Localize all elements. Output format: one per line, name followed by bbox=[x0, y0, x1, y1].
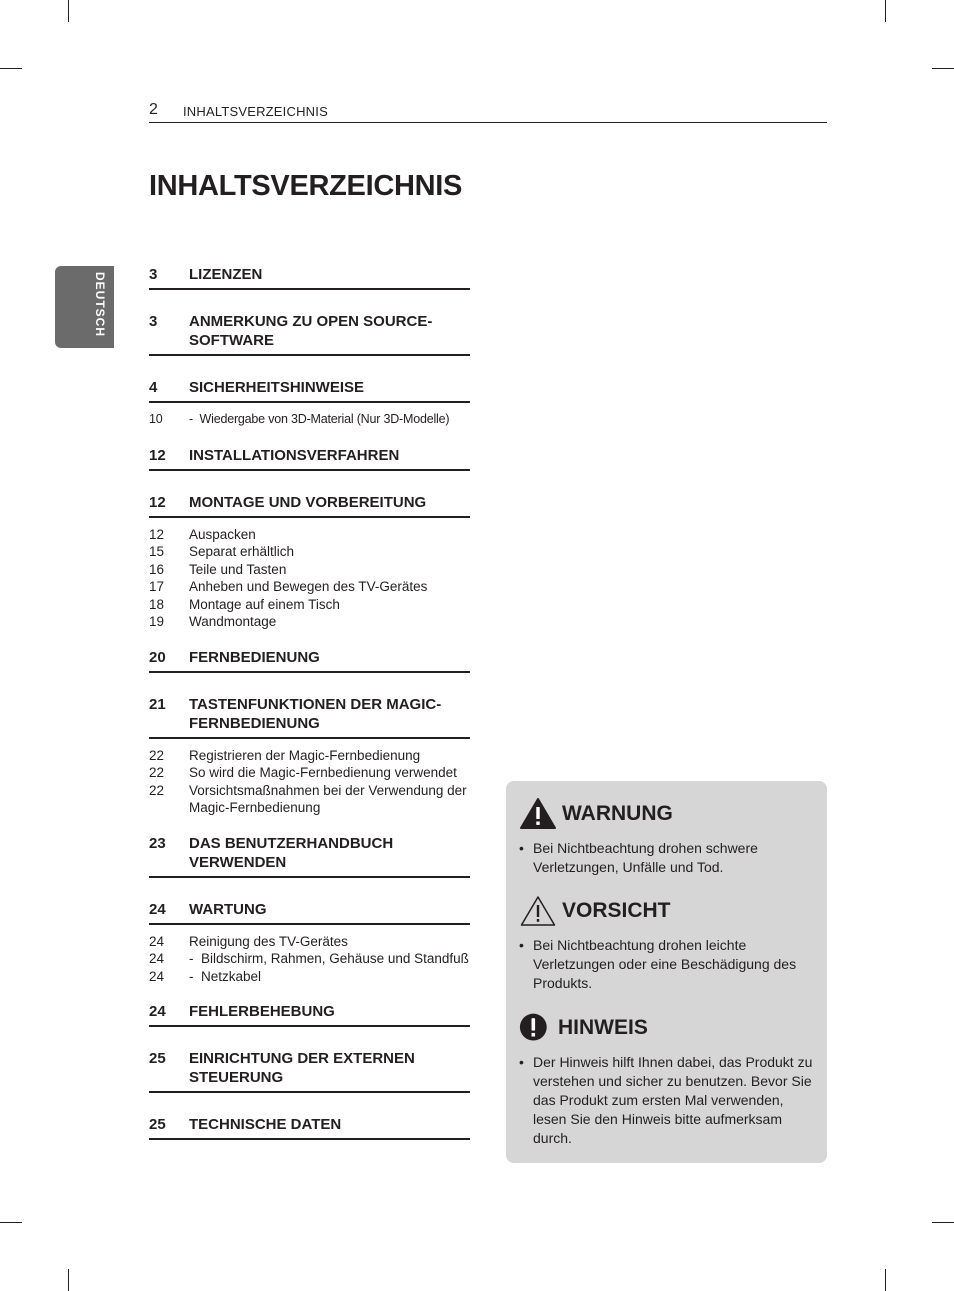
toc-page-number: 4 bbox=[149, 379, 158, 396]
caution-text-content: Bei Nichtbeachtung drohen leichte Verletzungen oder eine Beschädigung des Produkts. bbox=[533, 937, 797, 991]
toc-section bbox=[149, 648, 470, 673]
toc-page-number: 25 bbox=[149, 1050, 166, 1067]
toc-section bbox=[149, 1115, 470, 1140]
toc-section-title: FEHLERBEHEBUNG bbox=[189, 1003, 335, 1020]
toc-subentry-page: 22 bbox=[149, 782, 165, 798]
toc-subentry-title: Teile und Tasten bbox=[189, 561, 287, 577]
warning-title: WARNUNG bbox=[562, 802, 673, 825]
bullet: • bbox=[519, 840, 524, 856]
toc-section-heading bbox=[149, 695, 470, 739]
toc-subentry bbox=[149, 613, 470, 631]
warning-text bbox=[519, 839, 817, 877]
toc-subentry bbox=[149, 782, 470, 817]
crop-mark bbox=[0, 1222, 22, 1223]
toc-subentry bbox=[149, 968, 470, 986]
crop-mark bbox=[68, 1269, 69, 1291]
toc-subentry-title bbox=[189, 411, 470, 429]
caution-block bbox=[519, 894, 817, 993]
toc-section bbox=[149, 265, 470, 290]
toc-section-heading bbox=[149, 648, 470, 673]
toc-page-number: 20 bbox=[149, 648, 166, 666]
toc-section bbox=[149, 695, 470, 823]
toc-section-title: MONTAGE UND VORBEREITUNG bbox=[189, 493, 427, 511]
running-title: INHALTSVERZEICHNIS bbox=[183, 104, 328, 119]
page-title: INHALTSVERZEICHNIS bbox=[149, 170, 463, 202]
toc-page-number: 12 bbox=[149, 493, 166, 511]
toc-subentry bbox=[149, 747, 470, 765]
toc-subentry bbox=[149, 578, 470, 596]
toc-section-title: LIZENZEN bbox=[189, 266, 263, 283]
warning-filled-icon bbox=[519, 797, 557, 831]
toc-subentry-page: 18 bbox=[149, 596, 165, 612]
toc-section bbox=[149, 493, 470, 637]
toc-page-number: 25 bbox=[149, 1116, 166, 1133]
toc-subentry-title: Reinigung des TV-Gerätes bbox=[189, 933, 348, 949]
crop-mark bbox=[885, 0, 886, 22]
toc-section-title: WARTUNG bbox=[189, 900, 267, 918]
toc-subentry-text: Netzkabel bbox=[201, 968, 262, 984]
dash-marker: - bbox=[189, 412, 200, 426]
page-header bbox=[149, 101, 827, 123]
toc-subentry bbox=[149, 596, 470, 614]
warning-block bbox=[519, 797, 817, 877]
toc-section-heading bbox=[149, 900, 470, 925]
toc-subentry bbox=[149, 950, 470, 968]
toc-section bbox=[149, 312, 470, 356]
toc-section-heading bbox=[149, 834, 470, 878]
warning-outline-icon bbox=[519, 894, 557, 928]
toc-subentry-page: 17 bbox=[149, 579, 165, 594]
toc-subentry-title: Montage auf einem Tisch bbox=[189, 596, 340, 612]
bullet: • bbox=[519, 937, 524, 953]
toc-section bbox=[149, 1049, 470, 1093]
page-number: 2 bbox=[149, 101, 158, 118]
toc-subentry-page: 15 bbox=[149, 544, 165, 559]
toc-subentry-page: 16 bbox=[149, 561, 165, 577]
toc-page-number: 3 bbox=[149, 266, 158, 283]
toc-subentry-title bbox=[189, 968, 470, 986]
table-of-contents bbox=[149, 265, 470, 1162]
toc-subentry-title: Separat erhältlich bbox=[189, 544, 295, 559]
toc-subentry-page: 12 bbox=[149, 526, 165, 542]
crop-mark bbox=[0, 68, 22, 69]
note-title: HINWEIS bbox=[558, 1016, 648, 1039]
toc-page-number: 23 bbox=[149, 834, 166, 852]
toc-section-title: TASTENFUNKTIONEN DER MAGIC-FERNBEDIENUNG bbox=[189, 695, 442, 732]
language-tab bbox=[55, 266, 114, 348]
warning-text-content: Bei Nichtbeachtung drohen schwere Verletzungen, Unfälle und Tod. bbox=[533, 840, 758, 875]
toc-section-title: DAS BENUTZERHANDBUCH VERWENDEN bbox=[189, 834, 394, 871]
toc-section-title: ANMERKUNG ZU OPEN SOURCE-SOFTWARE bbox=[189, 313, 433, 349]
toc-section-heading bbox=[149, 446, 470, 471]
toc-subentry bbox=[149, 526, 470, 544]
note-text-content: Der Hinweis hilft Ihnen dabei, das Produkt zu verstehen und sicher zu benutzen. Bevor Sie das Produkt zum ersten Mal verwenden, lesen Sie den Hinweis bitte aufmerksam durch. bbox=[533, 1054, 813, 1146]
crop-mark bbox=[932, 1222, 954, 1223]
notes-box bbox=[506, 781, 827, 1163]
toc-section-heading bbox=[149, 312, 470, 356]
toc-subentries bbox=[149, 518, 470, 637]
toc-subentries bbox=[149, 739, 470, 823]
toc-page-number: 24 bbox=[149, 900, 166, 918]
toc-subentry-title: Wandmontage bbox=[189, 614, 277, 629]
toc-subentry-page: 24 bbox=[149, 968, 165, 984]
toc-subentry-page: 22 bbox=[149, 765, 165, 780]
toc-subentry-page: 24 bbox=[149, 933, 165, 949]
toc-section-heading bbox=[149, 1115, 470, 1140]
toc-page-number: 3 bbox=[149, 313, 158, 330]
dash-marker: - bbox=[189, 951, 201, 966]
toc-subentry bbox=[149, 933, 470, 951]
toc-subentry-title: Registrieren der Magic-Fernbedienung bbox=[189, 747, 421, 763]
caution-text bbox=[519, 936, 817, 993]
toc-subentry-title: Auspacken bbox=[189, 526, 256, 542]
caution-title: VORSICHT bbox=[562, 899, 671, 922]
toc-subentry-title: Anheben und Bewegen des TV-Gerätes bbox=[189, 579, 428, 594]
bullet: • bbox=[519, 1054, 524, 1070]
toc-section bbox=[149, 900, 470, 992]
toc-subentry-text: Bildschirm, Rahmen, Gehäuse und Standfuß bbox=[201, 951, 469, 966]
toc-subentry-text: Wiedergabe von 3D-Material (Nur 3D-Modelle) bbox=[199, 412, 450, 426]
crop-mark bbox=[68, 0, 69, 22]
toc-subentry-page: 19 bbox=[149, 614, 165, 629]
toc-section-heading bbox=[149, 378, 470, 403]
toc-subentry-title: So wird die Magic-Fernbedienung verwendet bbox=[189, 765, 457, 780]
toc-subentry bbox=[149, 411, 470, 429]
toc-page-number: 12 bbox=[149, 446, 166, 464]
toc-section-heading bbox=[149, 493, 470, 518]
toc-subentry bbox=[149, 764, 470, 782]
toc-section-title: INSTALLATIONSVERFAHREN bbox=[189, 446, 400, 464]
toc-subentry-page: 10 bbox=[149, 412, 163, 426]
toc-section bbox=[149, 834, 470, 878]
toc-section bbox=[149, 378, 470, 435]
toc-section-title: SICHERHEITSHINWEISE bbox=[189, 379, 365, 396]
toc-section bbox=[149, 1002, 470, 1027]
toc-section-title: FERNBEDIENUNG bbox=[189, 648, 320, 666]
toc-section-heading bbox=[149, 265, 470, 290]
crop-mark bbox=[885, 1269, 886, 1291]
toc-section-title: EINRICHTUNG DER EXTERNEN STEUERUNG bbox=[189, 1050, 415, 1086]
toc-subentries bbox=[149, 925, 470, 992]
toc-section-heading bbox=[149, 1002, 470, 1027]
toc-section bbox=[149, 446, 470, 471]
crop-mark bbox=[932, 68, 954, 69]
toc-subentries bbox=[149, 403, 470, 435]
toc-subentry bbox=[149, 561, 470, 579]
dash-marker: - bbox=[189, 968, 201, 984]
toc-subentry-title bbox=[189, 950, 470, 968]
toc-page-number: 24 bbox=[149, 1003, 166, 1020]
exclamation-circle-icon bbox=[519, 1011, 553, 1045]
toc-page-number: 21 bbox=[149, 695, 166, 713]
toc-subentry bbox=[149, 543, 470, 561]
toc-section-heading bbox=[149, 1049, 470, 1093]
note-text bbox=[519, 1053, 817, 1148]
toc-subentry-page: 24 bbox=[149, 951, 165, 966]
language-tab-label: DEUTSCH bbox=[93, 272, 107, 338]
note-block bbox=[519, 1011, 817, 1148]
toc-subentry-title: Vorsichtsmaßnahmen bei der Verwendung der Magic-Fernbedienung bbox=[189, 782, 467, 815]
toc-section-title: TECHNISCHE DATEN bbox=[189, 1116, 342, 1133]
toc-subentry-page: 22 bbox=[149, 747, 165, 763]
